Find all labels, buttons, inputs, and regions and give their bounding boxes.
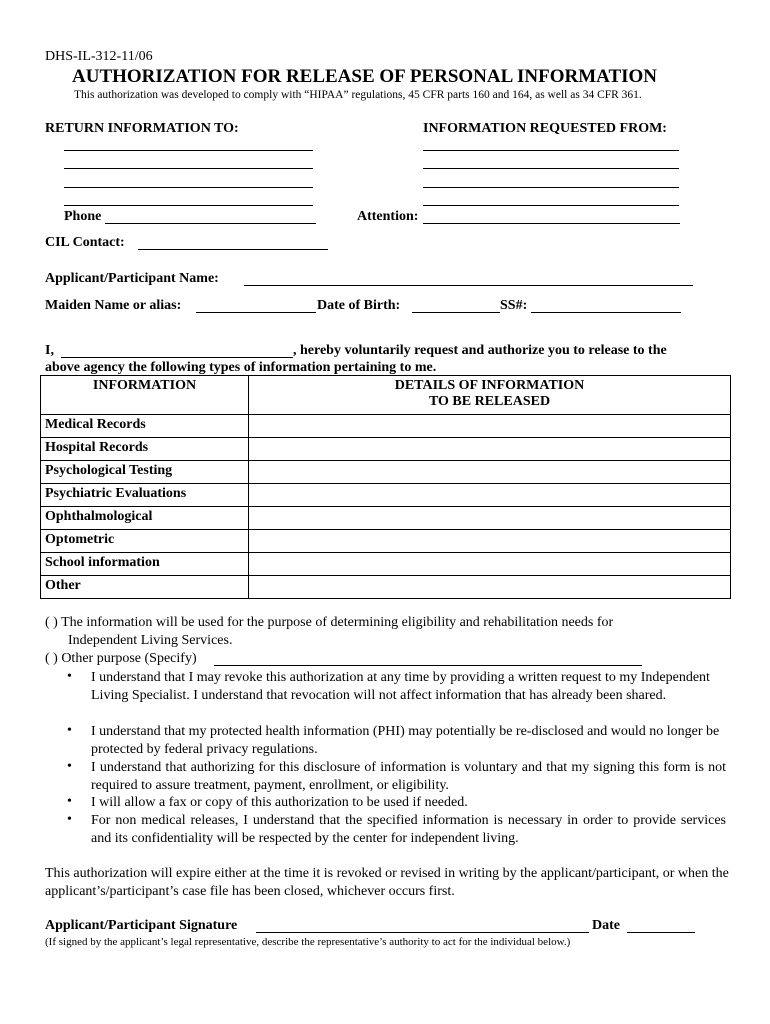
details-psychiatric-evaluations[interactable] xyxy=(249,484,731,507)
date-field[interactable] xyxy=(627,932,695,933)
bullet-revoke: I understand that I may revoke this authorization at any time by providing a written request to my Independent Living Specialist. I understand that revocation will not affect information that has already been shared. xyxy=(91,670,710,703)
requester-name-field[interactable] xyxy=(61,357,293,358)
information-table xyxy=(40,375,731,599)
expiry-statement: This authorization will expire either at the time it is revoked or revised in writing by the applicant/participant, or when the applicant’s/participant’s case file has been closed, whichever occurs first. xyxy=(45,866,729,899)
purpose-option-eligibility[interactable]: ( ) The information will be used for the purpose of determining eligibility and rehabilitation needs for xyxy=(45,615,614,630)
request-statement-line-1: , hereby voluntarily request and authorize you to release to the xyxy=(293,343,667,358)
other-purpose-field[interactable] xyxy=(214,665,642,666)
details-optometric[interactable] xyxy=(249,530,731,553)
details-medical-records[interactable] xyxy=(249,415,731,438)
attention-label: Attention: xyxy=(357,209,419,224)
bullet-marker: • xyxy=(67,794,72,809)
info-type-psychological-testing: Psychological Testing xyxy=(41,461,249,484)
return-info-heading: RETURN INFORMATION TO: xyxy=(45,121,239,136)
table-row xyxy=(41,530,731,553)
phone-field[interactable] xyxy=(105,223,316,224)
form-code: DHS-IL-312-11/06 xyxy=(45,49,153,64)
return-address-line-3[interactable] xyxy=(64,187,313,188)
cil-contact-field[interactable] xyxy=(138,249,328,250)
purpose-option-eligibility-cont: Independent Living Services. xyxy=(68,633,233,648)
attention-field[interactable] xyxy=(423,223,680,224)
maiden-name-field[interactable] xyxy=(196,312,316,313)
date-label: Date xyxy=(592,918,620,933)
return-address-line-2[interactable] xyxy=(64,168,313,169)
table-row xyxy=(41,461,731,484)
bullet-marker: • xyxy=(67,812,72,827)
applicant-name-field[interactable] xyxy=(244,285,693,286)
ss-field[interactable] xyxy=(531,312,681,313)
bullet-fax-copy: I will allow a fax or copy of this authorization to be used if needed. xyxy=(91,795,468,810)
bullet-non-medical: For non medical releases, I understand that the specified information is necessary in order to provide services and its confidentiality will be respected by the center for independent living. xyxy=(91,813,726,846)
details-hospital-records[interactable] xyxy=(249,438,731,461)
maiden-name-label: Maiden Name or alias: xyxy=(45,298,182,313)
bullet-marker: • xyxy=(67,759,72,774)
info-type-school-information: School information xyxy=(41,553,249,576)
phone-label: Phone xyxy=(64,209,102,224)
purpose-option-other[interactable]: ( ) Other purpose (Specify) xyxy=(45,651,197,666)
bullet-voluntary: I understand that authorizing for this disclosure of information is voluntary and that my signing this form is not required to assure treatment, payment, enrollment, or eligibility. xyxy=(91,760,726,793)
dob-field[interactable] xyxy=(412,312,500,313)
applicant-name-label: Applicant/Participant Name: xyxy=(45,271,219,286)
form-subtitle: This authorization was developed to comply with “HIPAA” regulations, 45 CFR parts 160 and 164, as well as 34 CFR 361. xyxy=(74,89,642,101)
table-row xyxy=(41,507,731,530)
info-type-medical-records: Medical Records xyxy=(41,415,249,438)
requested-address-line-2[interactable] xyxy=(423,168,679,169)
info-type-other: Other xyxy=(41,576,249,599)
info-type-ophthalmological: Ophthalmological xyxy=(41,507,249,530)
requested-address-line-3[interactable] xyxy=(423,187,679,188)
request-statement-line-2: above agency the following types of information pertaining to me. xyxy=(45,360,437,375)
bullet-marker: • xyxy=(67,723,72,738)
bullet-marker: • xyxy=(67,669,72,684)
details-column-header: DETAILS OF INFORMATION TO BE RELEASED xyxy=(249,376,731,415)
info-type-optometric: Optometric xyxy=(41,530,249,553)
info-column-header: INFORMATION xyxy=(41,376,249,415)
table-row xyxy=(41,553,731,576)
signature-field[interactable] xyxy=(256,932,589,933)
signature-label: Applicant/Participant Signature xyxy=(45,918,238,933)
table-header-row xyxy=(41,376,731,415)
details-ophthalmological[interactable] xyxy=(249,507,731,530)
details-psychological-testing[interactable] xyxy=(249,461,731,484)
bullet-phi: I understand that my protected health information (PHI) may potentially be re-disclosed and would no longer be protected by federal privacy regulations. xyxy=(91,724,720,757)
return-address-line-1[interactable] xyxy=(64,150,313,151)
info-requested-heading: INFORMATION REQUESTED FROM: xyxy=(423,121,667,136)
form-title: AUTHORIZATION FOR RELEASE OF PERSONAL INFORMATION xyxy=(72,66,658,87)
details-school-information[interactable] xyxy=(249,553,731,576)
info-type-psychiatric-evaluations: Psychiatric Evaluations xyxy=(41,484,249,507)
signature-note: (If signed by the applicant’s legal representative, describe the representative’s authority to act for the individual below.) xyxy=(45,936,571,948)
table-row xyxy=(41,576,731,599)
table-row xyxy=(41,438,731,461)
table-row xyxy=(41,484,731,507)
requested-address-line-1[interactable] xyxy=(423,150,679,151)
request-prefix: I, xyxy=(45,343,54,358)
ss-label: SS#: xyxy=(500,298,528,313)
table-row xyxy=(41,415,731,438)
return-address-line-4[interactable] xyxy=(64,205,313,206)
requested-address-line-4[interactable] xyxy=(423,205,679,206)
details-other[interactable] xyxy=(249,576,731,599)
dob-label: Date of Birth: xyxy=(317,298,401,313)
info-type-hospital-records: Hospital Records xyxy=(41,438,249,461)
cil-contact-label: CIL Contact: xyxy=(45,235,125,250)
